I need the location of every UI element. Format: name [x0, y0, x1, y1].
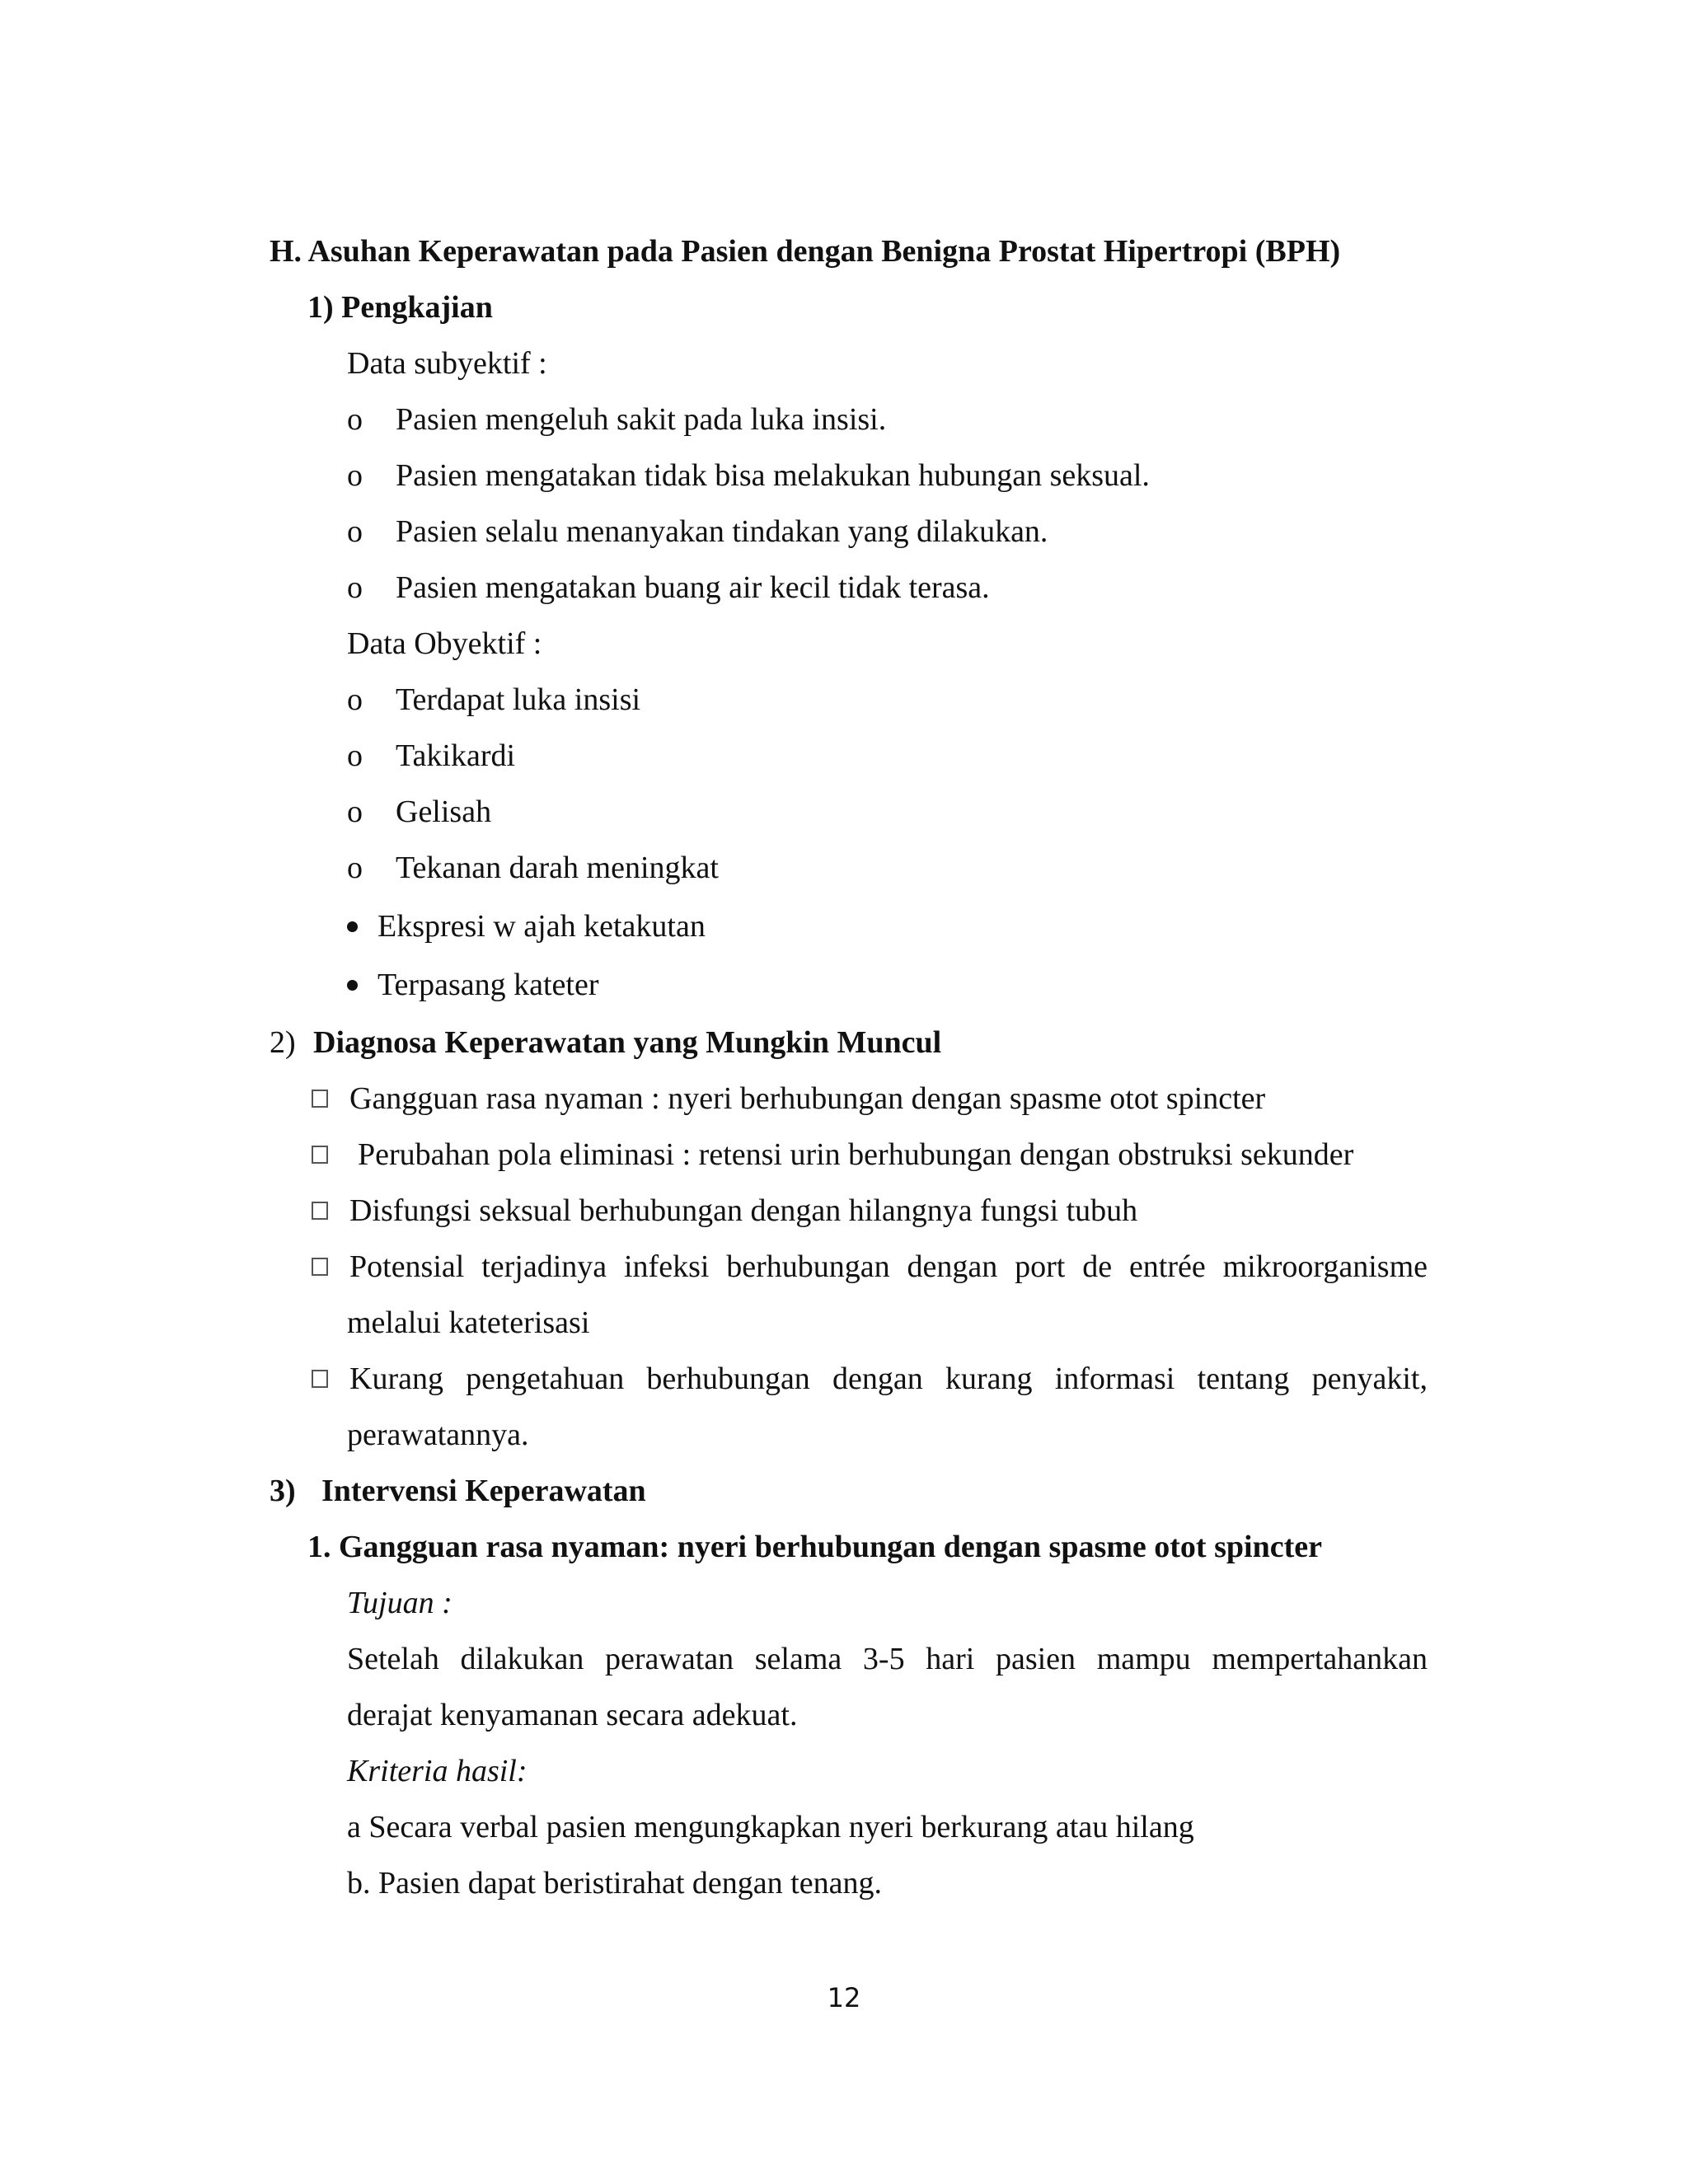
objective-label: Data Obyektif :: [347, 626, 542, 661]
intervensi-sub-heading: 1. Gangguan rasa nyaman: nyeri berhubungan dengan spasme otot spincter: [307, 1530, 1322, 1564]
circle-bullet-icon: o: [347, 851, 363, 885]
subjective-item: Pasien mengeluh sakit pada luka insisi.: [396, 402, 887, 437]
intervensi-number: 3): [270, 1474, 296, 1508]
diagnosa-item: Kurang pengetahuan berhubungan dengan kurang informasi tentang penyakit,: [349, 1361, 1428, 1396]
kriteria-label: Kriteria hasil:: [347, 1754, 528, 1788]
pengkajian-heading: 1) Pengkajian: [307, 290, 493, 325]
diagnosa-item: Perubahan pola eliminasi : retensi urin berhubungan dengan obstruksi sekunder: [358, 1137, 1354, 1172]
bullet-item: Ekspresi w ajah ketakutan: [377, 909, 706, 944]
diagnosa-item-continued: melalui kateterisasi: [347, 1305, 590, 1340]
circle-bullet-icon: o: [347, 402, 363, 437]
tujuan-label: Tujuan :: [347, 1586, 452, 1620]
circle-bullet-icon: o: [347, 514, 363, 549]
checkbox-icon: [312, 1146, 328, 1164]
circle-bullet-icon: o: [347, 458, 363, 493]
intervensi-heading: Intervensi Keperawatan: [321, 1474, 646, 1508]
dot-bullet-icon: [347, 980, 358, 991]
circle-bullet-icon: o: [347, 738, 363, 773]
objective-item: Takikardi: [396, 738, 516, 773]
diagnosa-number: 2): [270, 1025, 296, 1060]
diagnosa-item: Disfungsi seksual berhubungan dengan hilangnya fungsi tubuh: [349, 1193, 1138, 1228]
kriteria-item: a Secara verbal pasien mengungkapkan nyeri berkurang atau hilang: [347, 1810, 1194, 1844]
subjective-label: Data subyektif :: [347, 346, 547, 381]
diagnosa-heading: Diagnosa Keperawatan yang Mungkin Muncul: [313, 1025, 942, 1060]
tujuan-text-continued: derajat kenyamanan secara adekuat.: [347, 1698, 798, 1732]
bullet-item: Terpasang kateter: [377, 968, 599, 1002]
page-number: 12: [827, 1982, 861, 2013]
subjective-item: Pasien selalu menanyakan tindakan yang dilakukan.: [396, 514, 1048, 549]
objective-item: Terdapat luka insisi: [396, 682, 641, 717]
checkbox-icon: [312, 1258, 328, 1276]
section-title: H. Asuhan Keperawatan pada Pasien dengan Benigna Prostat Hipertropi (BPH): [270, 234, 1341, 269]
tujuan-text: Setelah dilakukan perawatan selama 3-5 hari pasien mampu mempertahankan: [347, 1642, 1428, 1676]
objective-item: Tekanan darah meningkat: [396, 851, 719, 885]
kriteria-item: b. Pasien dapat beristirahat dengan tenang.: [347, 1866, 882, 1900]
subjective-item: Pasien mengatakan buang air kecil tidak terasa.: [396, 570, 990, 605]
diagnosa-item-continued: perawatannya.: [347, 1418, 529, 1452]
subjective-item: Pasien mengatakan tidak bisa melakukan hubungan seksual.: [396, 458, 1150, 493]
dot-bullet-icon: [347, 921, 358, 932]
circle-bullet-icon: o: [347, 682, 363, 717]
diagnosa-item: Potensial terjadinya infeksi berhubungan dengan port de entrée mikroorganisme: [349, 1249, 1428, 1284]
diagnosa-item: Gangguan rasa nyaman : nyeri berhubungan dengan spasme otot spincter: [349, 1081, 1266, 1116]
checkbox-icon: [312, 1202, 328, 1220]
objective-item: Gelisah: [396, 794, 492, 829]
checkbox-icon: [312, 1090, 328, 1108]
circle-bullet-icon: o: [347, 794, 363, 829]
checkbox-icon: [312, 1370, 328, 1388]
circle-bullet-icon: o: [347, 570, 363, 605]
